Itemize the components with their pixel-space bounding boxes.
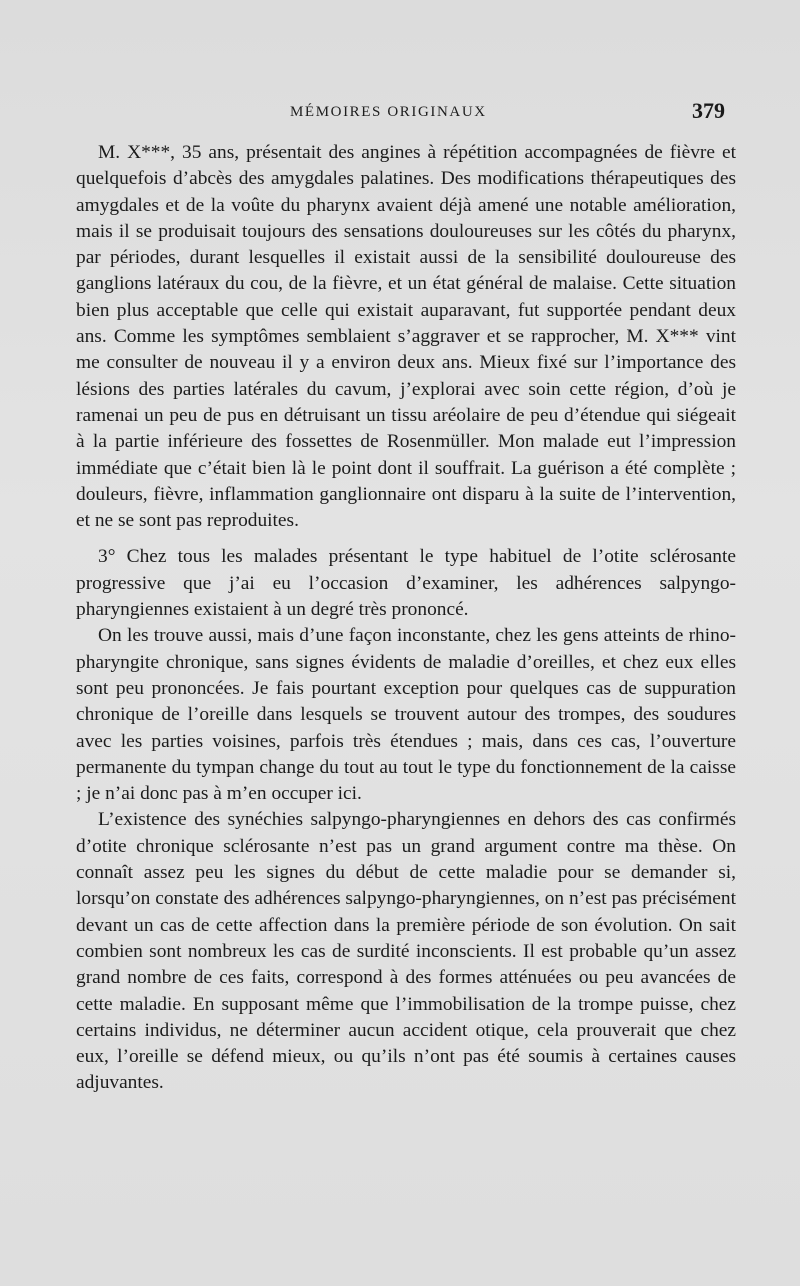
- running-title: MÉMOIRES ORIGINAUX: [290, 104, 487, 120]
- page-header: [0, 98, 800, 128]
- body-text: [76, 140, 736, 1097]
- paragraph-case-report: M. X***, 35 ans, présentait des angines à répétition accompagnées de fièvre et quelquefois d’abcès des amygdales palatines. Des modifications thérapeutiques des amygdales et de la voûte du pharynx avaient déjà amené une notable amélioration, mais il se produisait toujours des sensations douloureuses sur les côtés du pharynx, par périodes, durant lesquelles il existait aussi de la sensibilité douloureuse des ganglions latéraux du cou, de la fièvre, et un état général de malaise. Cette situation bien plus acceptable que celle qui existait auparavant, fut supportée pendant deux ans. Comme les symptômes semblaient s’aggraver et se rapprocher, M. X*** vint me consulter de nouveau il y a environ deux ans. Mieux fixé sur l’importance des lésions des parties latérales du cavum, j’explorai avec soin cette région, d’où je ramenai un peu de pus en détruisant un tissu aréolaire de peu d’étendue qui siégeait à la partie inférieure des fossettes de Rosenmüller. Mon malade eut l’impression immédiate que c’était bien là le point dont il souffrait. La guérison a été complète ; douleurs, fièvre, inflammation ganglionnaire ont disparu à la suite de l’intervention, et ne se sont pas reproduites.: [76, 142, 736, 532]
- paragraph-rhinopharyngitis: On les trouve aussi, mais d’une façon inconstante, chez les gens atteints de rhino-pharyngite chronique, sans signes évidents de maladie d’oreilles, et chez eux elles sont peu prononcées. Je fais pourtant exception pour quelques cas de suppuration chronique de l’oreille dans lesquels se trouvent autour des trompes, des soudures avec les parties voisines, parfois très étendues ; mais, dans ces cas, l’ouverture permanente du tympan change du tout au tout le type du fonctionnement de la caisse ; je n’ai donc pas à m’en occuper ici.: [76, 625, 736, 805]
- paragraph-synechiae: L’existence des synéchies salpyngo-pharyngiennes en dehors des cas confirmés d’otite chronique sclérosante n’est pas un grand argument contre ma thèse. On connaît assez peu les signes du début de cette maladie pour se demander si, lorsqu’on constate des adhérences salpyngo-pharyngiennes, on n’est pas précisément devant un cas de cette affection dans la première période de son évolution. On sait combien sont nombreux les cas de surdité inconscients. Il est probable qu’un assez grand nombre de ces faits, correspond à des formes atténuées ou peu avancées de cette maladie. En supposant même que l’immobilisation de la trompe puisse, chez certains individus, ne déterminer aucun accident otique, cela prouverait que chez eux, l’oreille se défend mieux, ou qu’ils n’ont pas été soumis à certaines causes adjuvantes.: [76, 809, 736, 1094]
- page-number: 379: [692, 98, 725, 123]
- paragraph-point-3: 3° Chez tous les malades présentant le type habituel de l’otite sclérosante progressive que j’ai eu l’occasion d’examiner, les adhérences salpyngo-pharyngiennes existaient à un degré très prononcé.: [76, 546, 736, 621]
